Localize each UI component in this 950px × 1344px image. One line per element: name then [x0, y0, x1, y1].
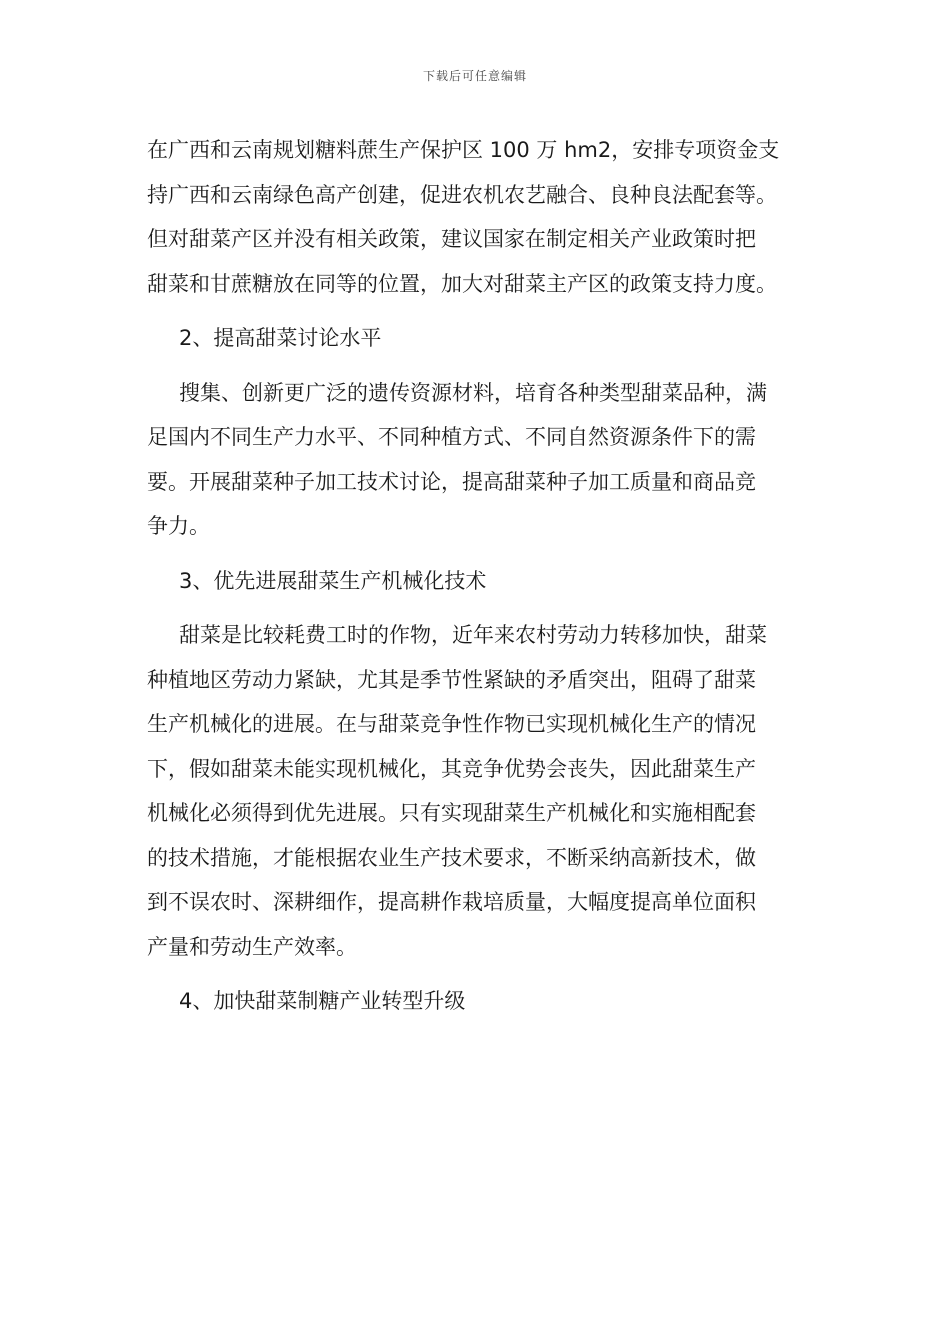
text-line: 生产机械化的进展。在与甜菜竞争性作物已实现机械化生产的情况 — [147, 712, 756, 736]
paragraph-mechanization — [147, 613, 812, 969]
text-line: 足国内不同生产力水平、不同种植方式、不同自然资源条件下的需 — [147, 425, 756, 449]
section-heading-4: 4、加快甜菜制糖产业转型升级 — [179, 989, 466, 1013]
paragraph-policy-continuation — [147, 128, 812, 306]
text-line: 种植地区劳动力紧缺，尤其是季节性紧缺的矛盾突出，阻碍了甜菜 — [147, 667, 756, 692]
text-line: 在广西和云南规划糖料蔗生产保护区 100 万 hm2，安排专项资金支 — [147, 138, 780, 162]
text-line: 到不误农时、深耕细作，提高耕作栽培质量，大幅度提高单位面积 — [147, 890, 756, 914]
text-line: 产量和劳动生产效率。 — [147, 934, 357, 959]
text-line: 甜菜是比较耗费工时的作物，近年来农村劳动力转移加快，甜菜 — [179, 623, 767, 647]
text-line: 争力。 — [147, 514, 210, 538]
section-heading-2: 2、提高甜菜讨论水平 — [179, 326, 382, 350]
document-body — [147, 128, 812, 1024]
text-line: 的技术措施，才能根据农业生产技术要求，不断采纳高新技术，做 — [147, 845, 756, 870]
section-heading-3: 3、优先进展甜菜生产机械化技术 — [179, 568, 487, 593]
text-line: 搜集、创新更广泛的遗传资源材料，培育各种类型甜菜品种，满 — [179, 380, 767, 405]
header-note: 下载后可任意编辑 — [422, 69, 527, 83]
paragraph-research — [147, 371, 812, 549]
text-line: 下，假如甜菜未能实现机械化，其竞争优势会丧失，因此甜菜生产 — [147, 756, 756, 781]
text-line: 甜菜和甘蔗糖放在同等的位置，加大对甜菜主产区的政策支持力度。 — [147, 271, 777, 296]
text-line: 持广西和云南绿色高产创建，促进农机农艺融合、良种良法配套等。 — [147, 182, 777, 207]
text-line: 要。开展甜菜种子加工技术讨论，提高甜菜种子加工质量和商品竞 — [147, 469, 756, 494]
text-line: 但对甜菜产区并没有相关政策，建议国家在制定相关产业政策时把 — [147, 227, 756, 251]
text-line: 机械化必须得到优先进展。只有实现甜菜生产机械化和实施相配套 — [147, 801, 756, 825]
